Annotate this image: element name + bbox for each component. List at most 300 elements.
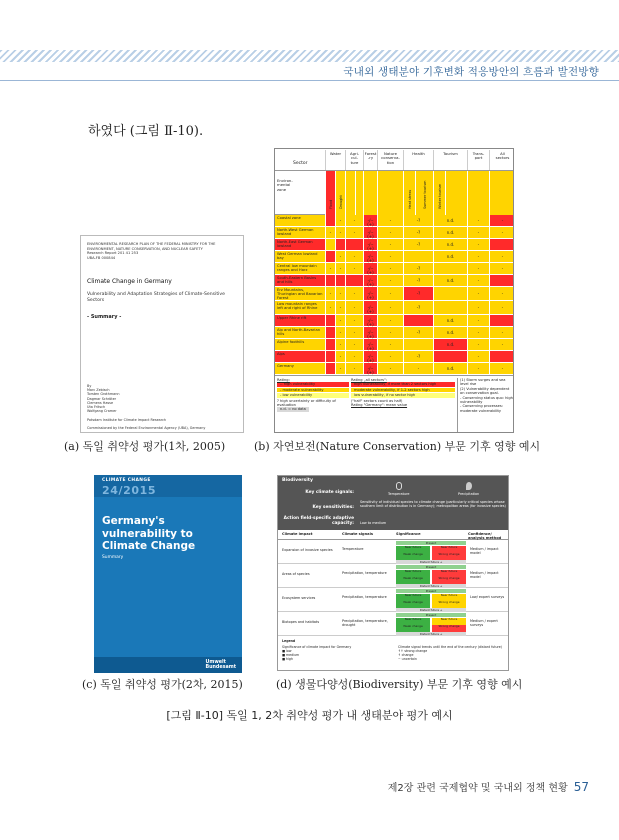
report-authors: By Marc Zebisch Torsten Grothmann Dagmar Schröter Clemens Hasse Uta Fritsch Wolfgang Cramer Potsdam Institute for Climate Impact Research Commissioned by the Federal Environmental Agency (UBA), Germany [87, 384, 206, 431]
matrix-cell [467, 315, 489, 326]
matrix-cell [489, 251, 514, 262]
rating-swatch: - moderate vulnerability [277, 388, 349, 392]
matrix-cell [377, 363, 403, 374]
matrix-cell-mark: - [477, 341, 480, 347]
matrix-cell [363, 327, 377, 338]
matrix-subcol [377, 171, 403, 215]
matrix-col-header: Tourism [433, 150, 467, 170]
bio-confidence: Low/ expert surveys [470, 595, 505, 599]
matrix-cell [489, 351, 514, 362]
matrix-cell [377, 301, 403, 314]
matrix-cell [335, 239, 345, 250]
matrix-cell [433, 351, 467, 362]
bar-present: Present [396, 565, 466, 569]
cell-near-strong: Near future [432, 546, 466, 553]
bio-impact: Ecosystem services [282, 596, 316, 600]
bio-table-row [278, 540, 509, 564]
matrix-cell [335, 351, 345, 362]
matrix-subcol [433, 171, 445, 215]
report-summary-label: - Summary - [87, 313, 122, 320]
matrix-cell [489, 287, 514, 300]
matrix-cell-mark: - [477, 217, 480, 223]
matrix-cell [403, 327, 433, 338]
env-zone-label: Environ- mental zone [277, 178, 293, 192]
matrix-cell [345, 363, 363, 374]
matrix-row-label: Germany [275, 363, 325, 374]
matrix-cell [489, 227, 514, 238]
cell-weak-change: Weak change [396, 625, 430, 632]
matrix-cell-mark: -/-- (+) [367, 265, 374, 275]
matrix-cell [433, 275, 467, 286]
bio-signals: Precipitation, temperature [342, 595, 387, 599]
matrix-cell [467, 351, 489, 362]
matrix-cell-mark: - [389, 341, 392, 347]
report-meta: ENVIRONMENTAL RESEARCH PLAN OF THE FEDERAL MINISTRY FOR THE ENVIRONMENT, NATURE CONSERVATION, AND NUCLEAR SAFETY Research Report 201 41 253 UBA-FB 000844 [87, 242, 216, 260]
matrix-cell-mark: -? [416, 277, 421, 283]
matrix-row [275, 227, 514, 239]
matrix-cell [345, 251, 363, 262]
matrix-cell-mark: -? [416, 290, 421, 296]
matrix-cell [403, 301, 433, 314]
caption-d: (d) 생물다양성(Biodiversity) 부문 기후 영향 예시 [276, 678, 523, 691]
matrix-cell [363, 215, 377, 226]
matrix-cell-mark: -? [416, 217, 421, 223]
bar-distant: Distant future → [396, 608, 466, 612]
matrix-cell-mark: -/-- (+) [367, 365, 374, 375]
matrix-cell [467, 301, 489, 314]
matrix-cell-mark: - [389, 253, 392, 259]
header-stripe [0, 50, 619, 62]
bio-table-row [278, 612, 509, 636]
matrix-cell [489, 315, 514, 326]
bar-present: Present [396, 541, 466, 545]
matrix-row-label: Alp and North-Bavarian hills [275, 327, 325, 338]
matrix-cell [403, 363, 433, 374]
matrix-cell-mark: n.d. [446, 253, 455, 259]
matrix-cell [489, 327, 514, 338]
report-title: Climate Change in Germany [87, 278, 172, 286]
matrix-cell-mark: - [501, 253, 504, 259]
matrix-cell [363, 275, 377, 286]
matrix-cell [467, 239, 489, 250]
matrix-cell [467, 339, 489, 350]
matrix-cell [335, 275, 345, 286]
matrix-cell [489, 239, 514, 250]
matrix-cell [363, 227, 377, 238]
matrix-cell [403, 215, 433, 226]
bar-present: Present [396, 613, 466, 617]
biodiversity-column-header [278, 530, 509, 540]
cell-near-strong: Near future [432, 594, 466, 601]
matrix-cell-mark: - [477, 265, 480, 271]
uncertainty-note: ? high uncertainty or difficulty of evaluation [277, 398, 336, 408]
matrix-cell [489, 215, 514, 226]
matrix-cell [377, 339, 403, 350]
matrix-cell [335, 301, 345, 314]
matrix-cell-mark: - [389, 229, 392, 235]
matrix-cell [489, 301, 514, 314]
matrix-row-label: Erz Mountains, Thuringian and Bavarian Forest [275, 287, 325, 300]
matrix-cell [467, 227, 489, 238]
matrix-cell [335, 263, 345, 274]
cell-near-weak: Near future [396, 570, 430, 577]
matrix-cell [377, 227, 403, 238]
bio-table-row [278, 564, 509, 588]
matrix-row [275, 327, 514, 339]
cell-strong-change: Strong change [432, 601, 466, 608]
matrix-cell [467, 287, 489, 300]
matrix-subcol-label: Winter tourism [437, 183, 442, 209]
report-cover-2005 [80, 235, 244, 433]
matrix-row-label: North-East German lowland [275, 239, 325, 250]
matrix-cell [363, 301, 377, 314]
matrix-cell [403, 263, 433, 274]
matrix-cell [467, 327, 489, 338]
matrix-cell-mark: - [353, 317, 356, 323]
bio-table-row [278, 588, 509, 612]
matrix-cell [345, 351, 363, 362]
sensitivities-label: Key sensitivities: [312, 505, 354, 510]
capacity-label: Action field-specific adaptive capacity: [283, 516, 354, 526]
matrix-cell-mark: - [417, 365, 420, 371]
matrix-cell [345, 215, 363, 226]
matrix-cell-mark: - [501, 290, 504, 296]
matrix-cell-mark: -? [416, 353, 421, 359]
cell-near-strong: Near future [432, 618, 466, 625]
matrix-row-label: Low mountain ranges left and right of Rhine [275, 301, 325, 314]
caption-c: (c) 독일 취약성 평가(2차, 2015) [82, 678, 243, 691]
matrix-cell-mark: - [501, 341, 504, 347]
matrix-cell [363, 363, 377, 374]
matrix-cell-mark: - [339, 341, 342, 347]
matrix-cell-mark: -/-- (+) [367, 353, 374, 363]
matrix-subcol [345, 171, 355, 215]
mean-note: Rating "Germany": mean value [351, 403, 408, 408]
bio-confidence: Medium / impact model [470, 547, 499, 555]
matrix-cell-mark: - [389, 241, 392, 247]
all-sectors-items [351, 382, 455, 397]
matrix-cell-mark: - [389, 265, 392, 271]
bar-distant: Distant future → [396, 584, 466, 588]
matrix-cell-mark: - [477, 317, 480, 323]
cell-strong-change: Strong change [432, 577, 466, 584]
matrix-row [275, 339, 514, 351]
header-rule [0, 80, 619, 81]
matrix-cell-mark: - [339, 290, 342, 296]
matrix-cell-mark: - [339, 317, 342, 323]
report-subtitle: Vulnerability and Adaptation Strategies of Climate-Sensitive Sectors [87, 292, 225, 304]
matrix-subcol [489, 171, 514, 215]
cell-strong-change: Strong change [432, 553, 466, 560]
matrix-cell-mark: - [339, 253, 342, 259]
matrix-col-header: Health [403, 150, 433, 170]
bar-distant: Distant future → [396, 632, 466, 636]
matrix-row [275, 251, 514, 263]
matrix-cell [325, 263, 335, 274]
matrix-row [275, 315, 514, 327]
matrix-cell [433, 227, 467, 238]
page-number: 57 [573, 780, 589, 794]
matrix-cell [433, 301, 467, 314]
key-signals-label: Key climate signals: [305, 490, 354, 495]
matrix-cell [433, 363, 467, 374]
matrix-cell-mark: - [353, 365, 356, 371]
matrix-cell [403, 251, 433, 262]
matrix-cell [363, 315, 377, 326]
matrix-cell [363, 251, 377, 262]
matrix-cell-mark: - [477, 277, 480, 283]
matrix-cell [325, 351, 335, 362]
bio-confidence: Medium / expert surveys [470, 619, 498, 627]
matrix-cell-mark: -? [416, 304, 421, 310]
matrix-cell [377, 275, 403, 286]
matrix-cell-mark: -? [416, 329, 421, 335]
matrix-cell-mark: n.d. [446, 329, 455, 335]
matrix-cell [325, 315, 335, 326]
cell-weak-change: Weak change [396, 577, 430, 584]
report-summary-2015: Summary [102, 555, 124, 560]
matrix-row [275, 263, 514, 275]
matrix-cell-mark: - [339, 304, 342, 310]
bio-confidence: Medium / impact model [470, 571, 499, 579]
matrix-cell-mark: - [477, 353, 480, 359]
bio-col-header: Significance [396, 532, 421, 536]
bio-impact: Expansion of invasive species [282, 548, 333, 552]
matrix-cell-mark: - [477, 304, 480, 310]
bar-present: Present [396, 589, 466, 593]
matrix-subcol [355, 171, 363, 215]
matrix-row-label: North-West German lowland [275, 227, 325, 238]
matrix-cell [363, 263, 377, 274]
matrix-cell-mark: n.d. [446, 241, 455, 247]
matrix-cell-mark: - [329, 290, 332, 296]
legend-title: Legend [282, 639, 296, 643]
matrix-cell-mark: - [501, 229, 504, 235]
matrix-row [275, 351, 514, 363]
matrix-col-header: Trans- port [467, 150, 489, 170]
matrix-cell-mark: -/-- (+) [367, 277, 374, 287]
matrix-cell-mark: - [501, 265, 504, 271]
matrix-row-label: Coastal zone [275, 215, 325, 226]
matrix-cell [377, 251, 403, 262]
matrix-cell-mark: - [353, 290, 356, 296]
matrix-cell [345, 239, 363, 250]
matrix-cell [325, 327, 335, 338]
matrix-cell [403, 287, 433, 300]
bar-distant: Distant future → [396, 560, 466, 564]
footer-chapter: 제2장 관련 국제협약 및 국내외 정책 현황 [387, 783, 568, 794]
uba-logo: Umwelt Bundesamt [205, 659, 236, 670]
matrix-subheader [275, 171, 514, 215]
matrix-cell [345, 315, 363, 326]
matrix-cell [363, 351, 377, 362]
matrix-cell [433, 339, 467, 350]
matrix-cell-mark: - [477, 229, 480, 235]
half-note: ("half" sectors count as half) [351, 398, 403, 403]
matrix-subcol [403, 171, 415, 215]
nd-note: n.d. = no data [277, 407, 309, 411]
matrix-cell-mark: - [477, 365, 480, 371]
page-footer [388, 779, 589, 794]
matrix-cell-mark: - [339, 229, 342, 235]
matrix-col-header: Nature conserva- tion [377, 150, 403, 170]
matrix-row [275, 363, 514, 375]
matrix-cell-mark: - [339, 329, 342, 335]
matrix-cell [433, 239, 467, 250]
cell-weak-change: Weak change [396, 601, 430, 608]
matrix-cell [403, 239, 433, 250]
matrix-cell [325, 239, 335, 250]
matrix-cell-mark: - [477, 253, 480, 259]
bio-col-header: Climate signals [342, 532, 373, 536]
matrix-cell [489, 275, 514, 286]
matrix-cell [489, 363, 514, 374]
matrix-cell-mark: - [353, 229, 356, 235]
matrix-cell-mark: -/-- (+) [367, 290, 374, 300]
matrix-cell-mark: n.d. [446, 317, 455, 323]
legend-significance: Significance of climate impact for Germany ■ low ■ medium ■ high [282, 645, 352, 661]
matrix-cell [335, 315, 345, 326]
matrix-cell [325, 301, 335, 314]
cell-near-weak: Near future [396, 618, 430, 625]
matrix-cell [377, 263, 403, 274]
bio-signals: Precipitation, temperature [342, 571, 387, 575]
biodiversity-header-block [278, 476, 509, 530]
matrix-col-header: All sectors [489, 150, 514, 170]
matrix-cell [467, 263, 489, 274]
matrix-cell [335, 327, 345, 338]
all-sectors-title: Rating „all sectors": [351, 378, 387, 382]
matrix-cell [433, 327, 467, 338]
matrix-cell-mark: - [389, 353, 392, 359]
matrix-cell-mark: - [329, 265, 332, 271]
matrix-cell-mark: - [501, 329, 504, 335]
matrix-cell-mark: - [501, 365, 504, 371]
matrix-col-header: Water [325, 150, 345, 170]
matrix-cell-mark: - [353, 353, 356, 359]
signal-precipitation: Precipitation [458, 492, 480, 496]
matrix-row-label: Central low mountain ranges and Harz [275, 263, 325, 274]
matrix-cell-mark: - [353, 341, 356, 347]
matrix-cell-mark: - [501, 304, 504, 310]
matrix-cell-mark: - [389, 304, 392, 310]
biodiversity-title: Biodiversity [282, 478, 313, 483]
matrix-cell [345, 339, 363, 350]
matrix-cell [467, 363, 489, 374]
matrix-row-label: Upper Rhine rift [275, 315, 325, 326]
matrix-row-label: Alpine foothills [275, 339, 325, 350]
matrix-cell [335, 227, 345, 238]
matrix-cell-mark: - [353, 304, 356, 310]
caption-a: (a) 독일 취약성 평가(1차, 2005) [64, 440, 226, 453]
rating-items [277, 382, 349, 397]
matrix-row [275, 275, 514, 287]
figure-caption: [그림 Ⅱ-10] 독일 1, 2차 취약성 평가 내 생태분야 평가 예시 [166, 709, 453, 722]
matrix-cell [489, 339, 514, 350]
sensitivities-text: Sensitivity of individual species to climate change (particularly critical species whose southern limit of distribution is in Germany); metropolitan areas (for invasive species) [360, 500, 506, 508]
matrix-cell [467, 275, 489, 286]
series-label: CLIMATE CHANGE [102, 478, 151, 483]
matrix-cell-mark: n.d. [446, 341, 455, 347]
rating-swatch: -- high vulnerability [277, 382, 349, 386]
matrix-cell [325, 215, 335, 226]
matrix-cell [489, 263, 514, 274]
bio-impact: Biotopes and habitats [282, 620, 320, 624]
matrix-cell [403, 351, 433, 362]
matrix-subcol [363, 171, 377, 215]
matrix-cell [325, 339, 335, 350]
bio-col-header: Confidence/ analysis method [468, 532, 502, 540]
matrix-cell [433, 315, 467, 326]
matrix-cell-mark: - [339, 265, 342, 271]
matrix-cell [363, 239, 377, 250]
bio-signals: Precipitation, temperature, drought [342, 619, 388, 627]
rating-title: Rating: [277, 378, 290, 382]
matrix-cell [433, 215, 467, 226]
rating-swatch: - low vulnerability [277, 393, 349, 397]
matrix-cell-mark: - [389, 277, 392, 283]
matrix-header [275, 149, 514, 171]
matrix-cell-mark: - [353, 253, 356, 259]
matrix-cell-mark: - [389, 290, 392, 296]
matrix-row-label: West German lowland bay [275, 251, 325, 262]
matrix-cell [345, 301, 363, 314]
matrix-cell [325, 363, 335, 374]
matrix-cell [377, 315, 403, 326]
cell-strong-change: Strong change [432, 625, 466, 632]
raindrop-icon [466, 482, 472, 490]
matrix-row [275, 301, 514, 315]
matrix-cell [325, 275, 335, 286]
matrix-cell [403, 339, 433, 350]
bio-impact: Areas of species [282, 572, 310, 576]
matrix-cell [403, 227, 433, 238]
matrix-cell [377, 215, 403, 226]
matrix-col-header: Agri- cul- ture [345, 150, 363, 170]
matrix-cell-mark: - [339, 217, 342, 223]
all-sectors-swatch: low vulnerability, if no sector high [351, 393, 455, 397]
lead-text: 하였다 (그림 Ⅱ-10). [88, 124, 204, 139]
matrix-cell [345, 327, 363, 338]
matrix-cell-mark: - [339, 365, 342, 371]
matrix-cell-mark: - [389, 317, 392, 323]
matrix-cell [377, 351, 403, 362]
matrix-cell [335, 287, 345, 300]
capacity-text: Low to medium [360, 521, 387, 525]
matrix-cell [467, 251, 489, 262]
matrix-subcol [415, 171, 433, 215]
legend-trends: Climate signal trends until the end of the century (distant future) ↑↑ strong change ↑ change ~ uncertain [398, 645, 502, 661]
matrix-cell [433, 287, 467, 300]
matrix-cell-mark: n.d. [446, 229, 455, 235]
matrix-cell [325, 251, 335, 262]
all-sectors-swatch: moderate vulnerability, if 1-2 sectors high [351, 388, 455, 392]
matrix-cell-mark: -/-- (+) [367, 317, 374, 327]
biodiversity-table [277, 475, 509, 671]
matrix-cell-mark: - [353, 217, 356, 223]
matrix-cell-mark: -/-- (+) [367, 217, 374, 227]
matrix-cell-mark: - [339, 353, 342, 359]
running-title: 국내외 생태분야 기후변화 적응방안의 흐름과 발전방향 [343, 66, 599, 78]
matrix-cell [433, 263, 467, 274]
footnotes: (1) Storm surges and sea level rise (2) Vulnerability dependent on conservation goal. - Conserving status quo: high vulnerability - Conserving processes: moderate vulnerability [460, 378, 513, 413]
matrix-subcol [445, 171, 467, 215]
matrix-cell-mark: -? [416, 241, 421, 247]
matrix-cell-mark: -/-- (+) [367, 253, 374, 263]
matrix-cell [335, 215, 345, 226]
matrix-cell [363, 339, 377, 350]
matrix-subcol [467, 171, 489, 215]
